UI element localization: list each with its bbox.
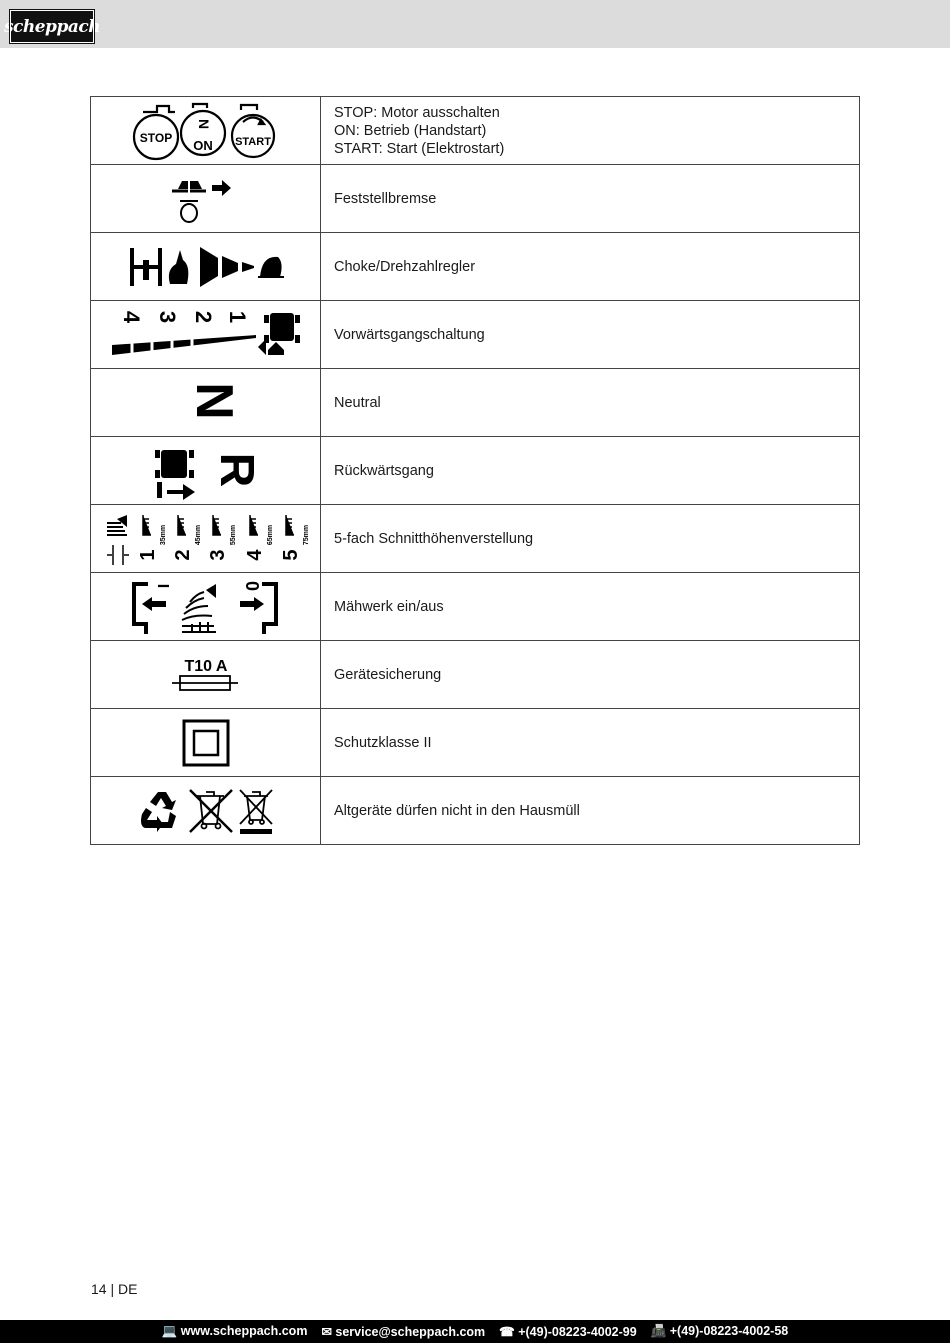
table-row bbox=[91, 505, 860, 573]
icon-cell bbox=[91, 573, 321, 641]
description-line: Choke/Drehzahlregler bbox=[334, 258, 476, 275]
text-cell bbox=[321, 777, 860, 845]
header-bar bbox=[0, 0, 950, 48]
deck-on-label: I bbox=[154, 583, 171, 588]
fuse-label: T10 A bbox=[184, 657, 227, 675]
icon-cell bbox=[91, 369, 321, 437]
n-label: N bbox=[195, 118, 212, 129]
icon-cell bbox=[91, 777, 321, 845]
icon-cell bbox=[91, 97, 321, 165]
table-row bbox=[91, 573, 860, 641]
recycling-icon bbox=[136, 786, 276, 836]
choke-throttle-icon bbox=[126, 242, 286, 292]
protection-class-ii-icon bbox=[181, 718, 231, 768]
forward-gear-icon bbox=[108, 307, 303, 363]
email-contact[interactable]: ✉ service@scheppach.com bbox=[321, 1325, 486, 1339]
text-cell bbox=[321, 369, 860, 437]
deck-off-label: 0 bbox=[242, 580, 262, 591]
phone-contact: ☎ +(49)-08223-4002-99 bbox=[499, 1325, 637, 1339]
text-cell bbox=[321, 97, 860, 165]
start-label: START bbox=[234, 135, 271, 148]
text-cell bbox=[321, 437, 860, 505]
text-cell bbox=[321, 233, 860, 301]
description-line: Schutzklasse II bbox=[334, 734, 432, 751]
icon-cell bbox=[91, 233, 321, 301]
table-row bbox=[91, 369, 860, 437]
symbol-table bbox=[90, 96, 860, 845]
footer-bar bbox=[0, 1320, 950, 1343]
mower-deck-icon bbox=[128, 578, 283, 636]
gear-4-label: 4 bbox=[119, 310, 144, 323]
icon-cell bbox=[91, 301, 321, 369]
text-cell bbox=[321, 301, 860, 369]
scheppach-logo bbox=[3, 10, 101, 43]
text-cell bbox=[321, 573, 860, 641]
web-link[interactable]: www.scheppach.com bbox=[180, 1324, 308, 1338]
height-4-label: 4 bbox=[244, 548, 266, 561]
description-line: Altgeräte dürfen nicht in den Hausmüll bbox=[334, 802, 580, 819]
table-row bbox=[91, 777, 860, 845]
height-2-label: 2 bbox=[172, 548, 194, 561]
neutral-label: N bbox=[184, 381, 243, 420]
height-35mm-label: 35mm bbox=[160, 524, 167, 545]
table-row bbox=[91, 437, 860, 505]
page-number: 14 | DE bbox=[91, 1281, 138, 1297]
description-line: Neutral bbox=[334, 394, 381, 411]
table-row bbox=[91, 641, 860, 709]
height-45mm-label: 45mm bbox=[195, 524, 202, 545]
gear-1-label: 1 bbox=[225, 310, 250, 323]
table-row bbox=[91, 301, 860, 369]
gear-3-label: 3 bbox=[155, 310, 180, 323]
phone-number: +(49)-08223-4002-99 bbox=[518, 1325, 637, 1339]
text-cell bbox=[321, 641, 860, 709]
fuse-icon bbox=[166, 655, 246, 695]
neutral-icon bbox=[181, 375, 243, 431]
description-line: Rückwärtsgang bbox=[334, 462, 434, 479]
height-5-label: 5 bbox=[280, 548, 302, 561]
icon-cell bbox=[91, 641, 321, 709]
description-line: Vorwärtsgangschaltung bbox=[334, 326, 485, 343]
icon-cell bbox=[91, 437, 321, 505]
cutting-height-icon bbox=[103, 511, 308, 567]
description-line: Mähwerk ein/aus bbox=[334, 598, 444, 615]
text-cell bbox=[321, 709, 860, 777]
stop-label: STOP bbox=[139, 130, 172, 145]
text-cell bbox=[321, 505, 860, 573]
parking-brake-icon bbox=[166, 171, 246, 227]
brand-name: scheppach bbox=[3, 16, 101, 37]
description-line: Gerätesicherung bbox=[334, 666, 442, 683]
table-row bbox=[91, 709, 860, 777]
height-65mm-label: 65mm bbox=[267, 524, 274, 545]
description-line: Feststellbremse bbox=[334, 190, 437, 207]
gear-2-label: 2 bbox=[191, 310, 216, 323]
icon-cell bbox=[91, 165, 321, 233]
description-line: 5-fach Schnitthöhenverstellung bbox=[334, 530, 534, 547]
fax-number: +(49)-08223-4002-58 bbox=[669, 1324, 789, 1338]
reverse-label: R bbox=[209, 452, 263, 487]
engine-switch-icon bbox=[131, 100, 281, 162]
reverse-icon bbox=[151, 442, 261, 500]
email-link[interactable]: service@scheppach.com bbox=[335, 1325, 486, 1339]
height-55mm-label: 55mm bbox=[230, 524, 237, 545]
height-1-label: 1 bbox=[137, 548, 159, 561]
icon-cell bbox=[91, 505, 321, 573]
height-3-label: 3 bbox=[207, 548, 229, 561]
description-line: STOP: Motor ausschalten bbox=[334, 104, 500, 121]
on-label: ON bbox=[192, 137, 213, 153]
text-cell bbox=[321, 165, 860, 233]
description-line: START: Start (Elektrostart) bbox=[334, 140, 505, 157]
web-contact[interactable]: 💻 www.scheppach.com bbox=[161, 1324, 308, 1338]
icon-cell bbox=[91, 709, 321, 777]
table-row bbox=[91, 97, 860, 165]
fax-contact: 📠 +(49)-08223-4002-58 bbox=[650, 1324, 789, 1338]
table-row bbox=[91, 233, 860, 301]
height-75mm-label: 75mm bbox=[303, 524, 310, 545]
description-line: ON: Betrieb (Handstart) bbox=[334, 122, 487, 139]
table-row bbox=[91, 165, 860, 233]
